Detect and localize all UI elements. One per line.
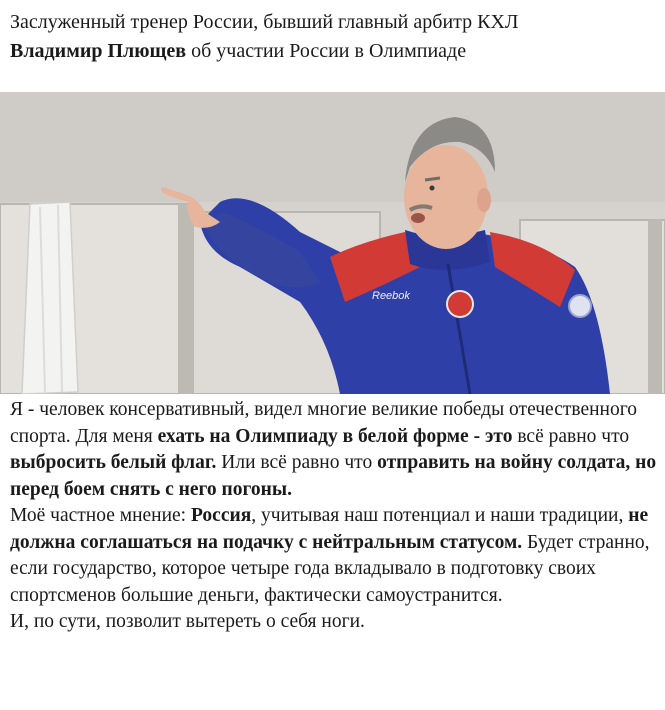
quote-text: [10, 397, 662, 636]
quote-paragraph-2: [10, 503, 662, 609]
quote-span: Моё частное мнение:: [10, 505, 191, 526]
quote-bold-span: ехать на Олимпиаду в белой форме - это: [157, 425, 513, 447]
person-name: Владимир Плющев: [10, 40, 187, 62]
quote-span: И, по сути, позволит вытереть о себя ноги.: [10, 611, 365, 632]
quote-bold-span: Россия: [190, 505, 252, 526]
headline-line2: об участии России в Олимпиаде: [186, 40, 467, 62]
quote-span: всё равно что: [512, 425, 630, 447]
headline: [10, 8, 658, 66]
quote-paragraph-1: [10, 397, 662, 503]
quote-bold-span: не должна соглашаться на подачку с нейтральным статусом.: [10, 505, 649, 553]
headline-line1: Заслуженный тренер России, бывший главный арбитр КХЛ: [10, 11, 519, 33]
quote-span: , учитывая наш потенциал и наши традиции,: [251, 505, 629, 526]
jacket-logo: Reebok: [372, 290, 410, 302]
quote-span: Я - человек консервативный, видел многие великие победы отечественного спорта. Для меня: [10, 399, 637, 447]
quote-bold-span: отправить на войну солдата, но перед боем снять с него погоны.: [10, 452, 657, 500]
coach-photo: [0, 92, 665, 394]
quote-span: Или всё равно что: [216, 452, 378, 473]
quote-span: Будет странно, если государство, которое четыре года вкладывало в подготовку своих спортсменов большие деньги, фактически самоустранится.: [10, 531, 650, 606]
quote-bold-span: выбросить белый флаг.: [10, 452, 217, 473]
quote-paragraph-3: [10, 609, 662, 636]
